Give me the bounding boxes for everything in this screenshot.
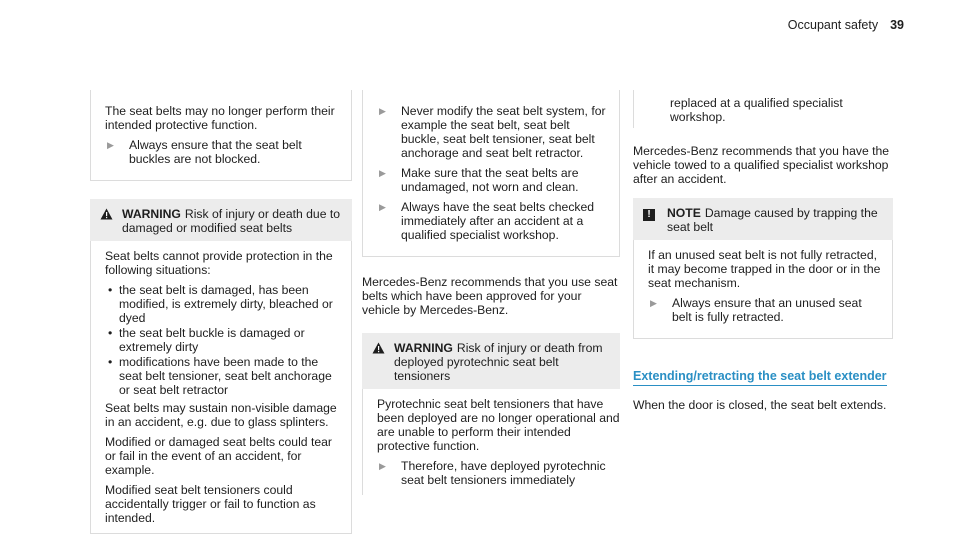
body-text: Mercedes-Benz recommends that you have the vehicle towed to a qualified specialist workshop after an accident. <box>633 144 890 186</box>
column-2 <box>362 90 620 495</box>
note-title: NOTE <box>667 206 701 220</box>
step-arrow-icon: ▶ <box>379 106 386 116</box>
step-text: Never modify the seat belt system, for example the seat belt, seat belt buckle, seat belt tensioner, seat belt anchorage and seat belt retractor. <box>401 104 606 160</box>
list-item: • the seat belt is damaged, has been modified, is extremely dirty, bleached or dyed <box>105 283 341 325</box>
step-item <box>648 296 882 324</box>
body-text: Mercedes-Benz recommends that you use seat belts which have been approved for your vehicle by Mercedes-Benz. <box>362 275 618 317</box>
step-arrow-icon: ▶ <box>379 461 386 471</box>
note-header <box>633 198 893 240</box>
warning-triangle-icon <box>372 341 394 383</box>
warning-para: Pyrotechnic seat belt tensioners that have been deployed are no longer operational and are unable to perform their intended protective function. <box>377 397 620 453</box>
step-item <box>105 138 341 166</box>
warning-para: Modified seat belt tensioners could accidentally trigger or fail to function as intended. <box>105 483 316 525</box>
list-item: • modifications have been made to the seat belt tensioner, seat belt anchorage or seat belt retractor <box>105 355 341 397</box>
column-1 <box>90 90 352 534</box>
continued-step <box>633 90 893 128</box>
continued-box <box>90 90 352 181</box>
step-text: Always ensure that an unused seat belt is fully retracted. <box>672 296 862 324</box>
list-item: • the seat belt buckle is damaged or extremely dirty <box>105 326 341 354</box>
step-text: Always ensure that the seat belt buckles are not blocked. <box>129 138 302 166</box>
warning-para: Seat belts cannot provide protection in the following situations: <box>105 249 333 277</box>
warning-text: Risk of injury or death due to damaged or modified seat belts <box>122 207 341 235</box>
steps-box <box>362 90 620 257</box>
step-text: replaced at a qualified specialist workshop. <box>670 96 843 124</box>
page-number: 39 <box>890 18 904 32</box>
column-3 <box>633 90 893 418</box>
warning-title: WARNING <box>122 207 181 221</box>
note-body <box>633 240 893 339</box>
note-para: If an unused seat belt is not fully retracted, it may become trapped in the door or in the seat mechanism. <box>648 248 881 290</box>
step-item <box>377 104 609 160</box>
warning-header <box>362 333 620 389</box>
step-arrow-icon: ▶ <box>650 298 657 308</box>
note-exclamation-icon: ! <box>643 206 667 234</box>
step-item <box>377 459 620 487</box>
step-text: Make sure that the seat belts are undamaged, not worn and clean. <box>401 166 579 194</box>
warning-header <box>90 199 352 241</box>
intro-text: The seat belts may no longer perform their intended protective function. <box>105 104 335 132</box>
warning-para: Seat belts may sustain non-visible damage in an accident, e.g. due to glass splinters. <box>105 401 337 429</box>
body-text: When the door is closed, the seat belt extends. <box>633 398 887 412</box>
step-arrow-icon: ▶ <box>107 140 114 150</box>
warning-para: Modified or damaged seat belts could tear or fail in the event of an accident, for example. <box>105 435 332 477</box>
step-arrow-icon: ▶ <box>379 168 386 178</box>
step-item <box>377 200 609 242</box>
warning-text: Risk of injury or death from deployed pyrotechnic seat belt tensioners <box>394 341 603 383</box>
section-heading: Extending/retracting the seat belt extender <box>633 369 887 386</box>
bullet-list <box>105 283 341 397</box>
warning-title: WARNING <box>394 341 453 355</box>
step-text: Always have the seat belts checked immediately after an accident at a qualified specialist workshop. <box>401 200 595 242</box>
note-text: Damage caused by trapping the seat belt <box>667 206 878 234</box>
warning-body <box>90 241 352 534</box>
step-text: Therefore, have deployed pyrotechnic seat belt tensioners immediately <box>401 459 606 487</box>
warning-body <box>362 389 620 495</box>
step-arrow-icon: ▶ <box>379 202 386 212</box>
step-item <box>377 166 609 194</box>
warning-triangle-icon <box>100 207 122 235</box>
page-header <box>788 18 904 32</box>
section-title: Occupant safety <box>787 18 879 32</box>
